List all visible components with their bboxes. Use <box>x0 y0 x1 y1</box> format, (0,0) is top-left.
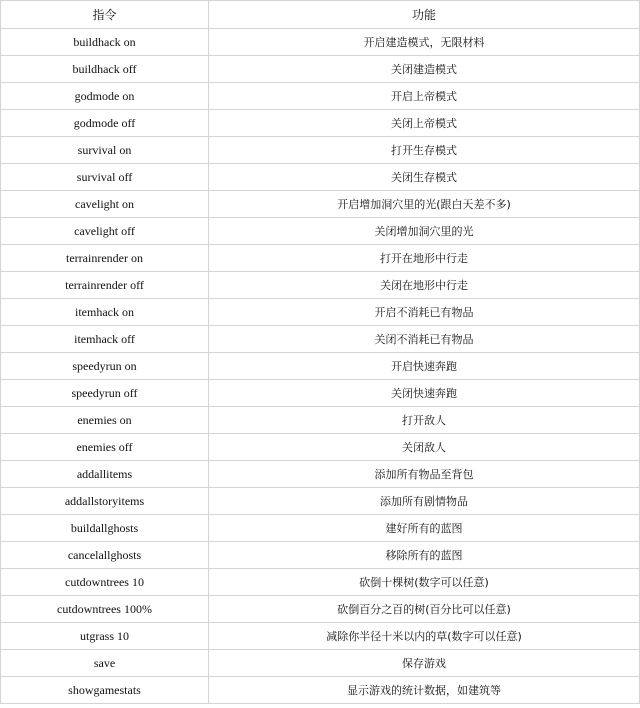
header-row <box>1 1 640 29</box>
table-row <box>1 407 640 434</box>
table-row <box>1 380 640 407</box>
table-row <box>1 56 640 83</box>
function-cell: 添加所有物品至背包 <box>209 461 640 488</box>
function-cell: 开启增加洞穴里的光(跟白天差不多) <box>209 191 640 218</box>
function-cell: 关闭敌人 <box>209 434 640 461</box>
command-cell: buildallghosts <box>1 515 209 542</box>
table-row <box>1 218 640 245</box>
command-cell: godmode on <box>1 83 209 110</box>
command-cell: utgrass 10 <box>1 623 209 650</box>
table-row <box>1 542 640 569</box>
table-row <box>1 650 640 677</box>
function-cell: 减除你半径十米以内的草(数字可以任意) <box>209 623 640 650</box>
function-cell: 建好所有的蓝图 <box>209 515 640 542</box>
command-cell: buildhack off <box>1 56 209 83</box>
command-cell: terrainrender off <box>1 272 209 299</box>
command-cell: cavelight on <box>1 191 209 218</box>
function-cell: 关闭生存模式 <box>209 164 640 191</box>
table-row <box>1 353 640 380</box>
function-cell: 关闭快速奔跑 <box>209 380 640 407</box>
table-row <box>1 137 640 164</box>
function-cell: 关闭上帝模式 <box>209 110 640 137</box>
table-row <box>1 623 640 650</box>
command-cell: itemhack on <box>1 299 209 326</box>
header-function: 功能 <box>209 1 640 29</box>
function-cell: 打开生存模式 <box>209 137 640 164</box>
table-row <box>1 596 640 623</box>
function-cell: 保存游戏 <box>209 650 640 677</box>
table-row <box>1 461 640 488</box>
command-cell: itemhack off <box>1 326 209 353</box>
command-cell: speedyrun off <box>1 380 209 407</box>
function-cell: 打开在地形中行走 <box>209 245 640 272</box>
table-row <box>1 569 640 596</box>
table-row <box>1 326 640 353</box>
function-cell: 开启上帝模式 <box>209 83 640 110</box>
header-command: 指令 <box>1 1 209 29</box>
command-cell: save <box>1 650 209 677</box>
command-cell: showgamestats <box>1 677 209 704</box>
function-cell: 添加所有剧情物品 <box>209 488 640 515</box>
table-row <box>1 434 640 461</box>
table-row <box>1 29 640 56</box>
command-cell: buildhack on <box>1 29 209 56</box>
function-cell: 关闭不消耗已有物品 <box>209 326 640 353</box>
function-cell: 关闭在地形中行走 <box>209 272 640 299</box>
function-cell: 开启不消耗已有物品 <box>209 299 640 326</box>
function-cell: 开启快速奔跑 <box>209 353 640 380</box>
table-row <box>1 515 640 542</box>
command-cell: cutdowntrees 10 <box>1 569 209 596</box>
table-row <box>1 677 640 704</box>
function-cell: 开启建造模式，无限材料 <box>209 29 640 56</box>
table-header <box>1 1 640 29</box>
function-cell: 移除所有的蓝图 <box>209 542 640 569</box>
command-cell: enemies on <box>1 407 209 434</box>
command-cell: addallitems <box>1 461 209 488</box>
function-cell: 关闭增加洞穴里的光 <box>209 218 640 245</box>
command-cell: cavelight off <box>1 218 209 245</box>
command-cell: cancelallghosts <box>1 542 209 569</box>
table-row <box>1 164 640 191</box>
command-cell: godmode off <box>1 110 209 137</box>
command-cell: terrainrender on <box>1 245 209 272</box>
table-row <box>1 272 640 299</box>
table-row <box>1 191 640 218</box>
function-cell: 显示游戏的统计数据，如建筑等 <box>209 677 640 704</box>
function-cell: 砍倒百分之百的树(百分比可以任意) <box>209 596 640 623</box>
command-cell: enemies off <box>1 434 209 461</box>
table-body <box>1 29 640 704</box>
command-cell: cutdowntrees 100% <box>1 596 209 623</box>
command-cell: survival on <box>1 137 209 164</box>
table-row <box>1 299 640 326</box>
function-cell: 打开敌人 <box>209 407 640 434</box>
table-row <box>1 488 640 515</box>
table-row <box>1 83 640 110</box>
function-cell: 砍倒十棵树(数字可以任意) <box>209 569 640 596</box>
command-cell: survival off <box>1 164 209 191</box>
table-row <box>1 245 640 272</box>
command-cell: addallstoryitems <box>1 488 209 515</box>
function-cell: 关闭建造模式 <box>209 56 640 83</box>
command-cell: speedyrun on <box>1 353 209 380</box>
table-row <box>1 110 640 137</box>
